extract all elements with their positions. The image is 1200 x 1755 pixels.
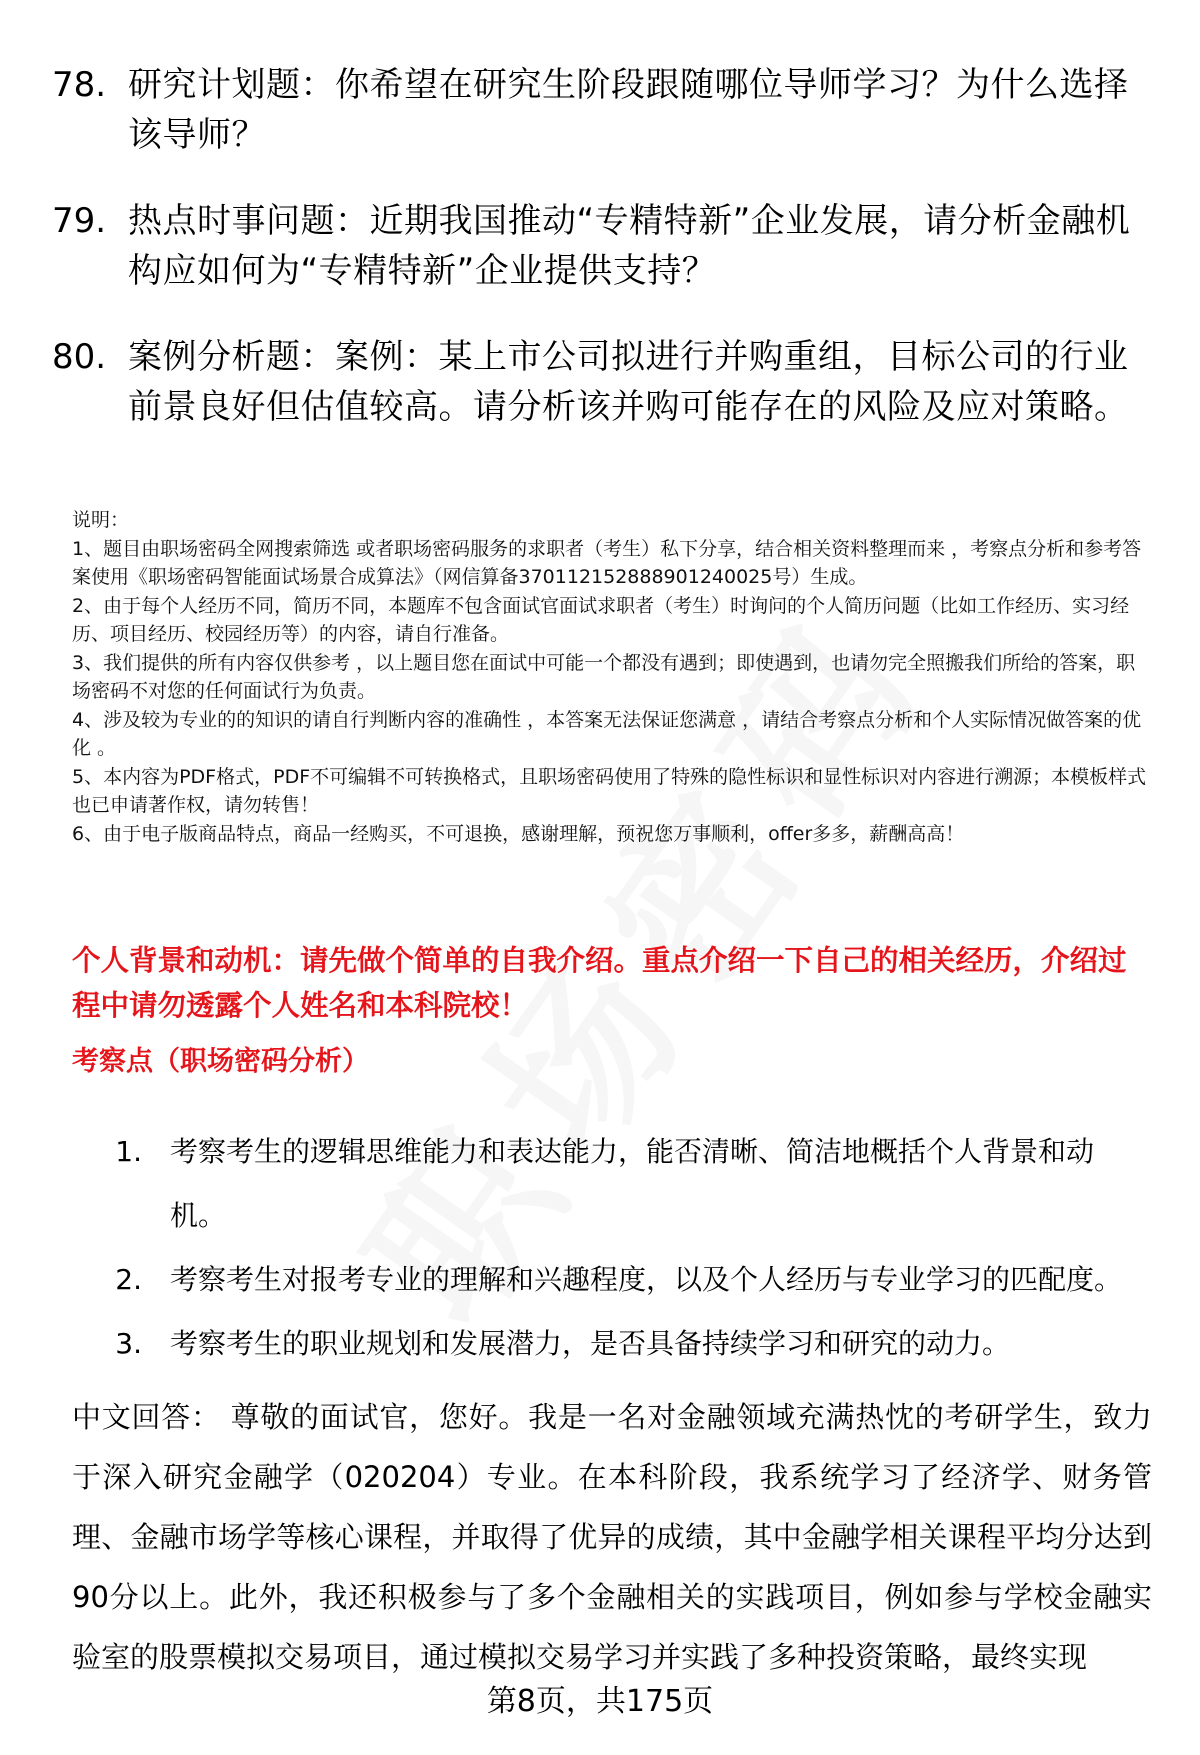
question-text: 热点时事问题：近期我国推动“专精特新”企业发展，请分析金融机构应如何为“专精特新”企业提供支持？ — [128, 201, 1131, 291]
point-text: 考察考生的职业规划和发展潜力，是否具备持续学习和研究的动力。 — [170, 1327, 1011, 1360]
point-number: 3. — [115, 1327, 142, 1360]
question-item — [52, 60, 1142, 160]
note-item: 5、本内容为PDF格式，PDF不可编辑不可转换格式，且职场密码使用了特殊的隐性标识和显性标识对内容进行溯源；本模板样式也已申请著作权，请勿转售！ — [72, 765, 1147, 816]
question-item — [52, 196, 1142, 296]
page-number: 第8页，共175页 — [486, 1684, 714, 1719]
question-text: 研究计划题：你希望在研究生阶段跟随哪位导师学习？为什么选择该导师？ — [128, 65, 1129, 155]
question-number: 78. — [52, 65, 107, 105]
point-text: 考察考生对报考专业的理解和兴趣程度，以及个人经历与专业学习的匹配度。 — [170, 1263, 1123, 1296]
assessment-point — [72, 1312, 1142, 1376]
note-item: 1、题目由职场密码全网搜索筛选 或者职场密码服务的求职者（考生）私下分享，结合相关资料整理而来 ，考察点分析和参考答案使用《职场密码智能面试场景合成算法》（网信算备370112152888901240025号）生成。 — [72, 537, 1142, 588]
question-list — [52, 60, 1142, 468]
question-item — [52, 332, 1142, 432]
point-text: 考察考生的逻辑思维能力和表达能力，能否清晰、简洁地概括个人背景和动机。 — [170, 1135, 1095, 1232]
assessment-point — [72, 1248, 1142, 1312]
question-text: 案例分析题：案例：某上市公司拟进行并购重组，目标公司的行业前景良好但估值较高。请分析该并购可能存在的风险及应对策略。 — [128, 337, 1129, 427]
interview-prompt: 个人背景和动机：请先做个简单的自我介绍。重点介绍一下自己的相关经历，介绍过程中请勿透露个人姓名和本科院校！ — [72, 944, 1127, 1022]
assessment-points — [72, 1120, 1142, 1376]
answer-text: 中文回答： 尊敬的面试官，您好。我是一名对金融领域充满热忱的考研学生，致力于深入研究金融学（020204）专业。在本科阶段，我系统学习了经济学、财务管理、金融市场学等核心课程，并取得了优异的成绩，其中金融学相关课程平均分达到90分以上。此外，我还积极参与了多个金融相关的实践项目，例如参与学校金融实验室的股票模拟交易项目，通过模拟交易学习并实践了多种投资策略，最终实现 — [72, 1400, 1152, 1674]
question-number: 79. — [52, 201, 107, 241]
section-title: 考察点（职场密码分析） — [72, 1046, 369, 1077]
note-item: 6、由于电子版商品特点，商品一经购买，不可退换，感谢理解，预祝您万事顺利，offer多多，薪酬高高！ — [72, 822, 965, 845]
notes-section — [72, 506, 1152, 848]
notes-title: 说明： — [72, 509, 130, 531]
note-item: 4、涉及较为专业的的知识的请自行判断内容的准确性 ，本答案无法保证您满意 ，请结合考察点分析和个人实际情况做答案的优化 。 — [72, 708, 1142, 759]
point-number: 2. — [115, 1263, 142, 1296]
assessment-point — [72, 1120, 1142, 1248]
question-number: 80. — [52, 337, 107, 377]
note-item: 2、由于每个人经历不同，简历不同，本题库不包含面试官面试求职者（考生）时询问的个人简历问题（比如工作经历、实习经历、项目经历、校园经历等）的内容，请自行准备。 — [72, 594, 1130, 645]
note-item: 3、我们提供的所有内容仅供参考 ，以上题目您在面试中可能一个都没有遇到；即使遇到，也请勿完全照搬我们所给的答案，职场密码不对您的任何面试行为负责。 — [72, 651, 1136, 702]
point-number: 1. — [115, 1135, 142, 1168]
